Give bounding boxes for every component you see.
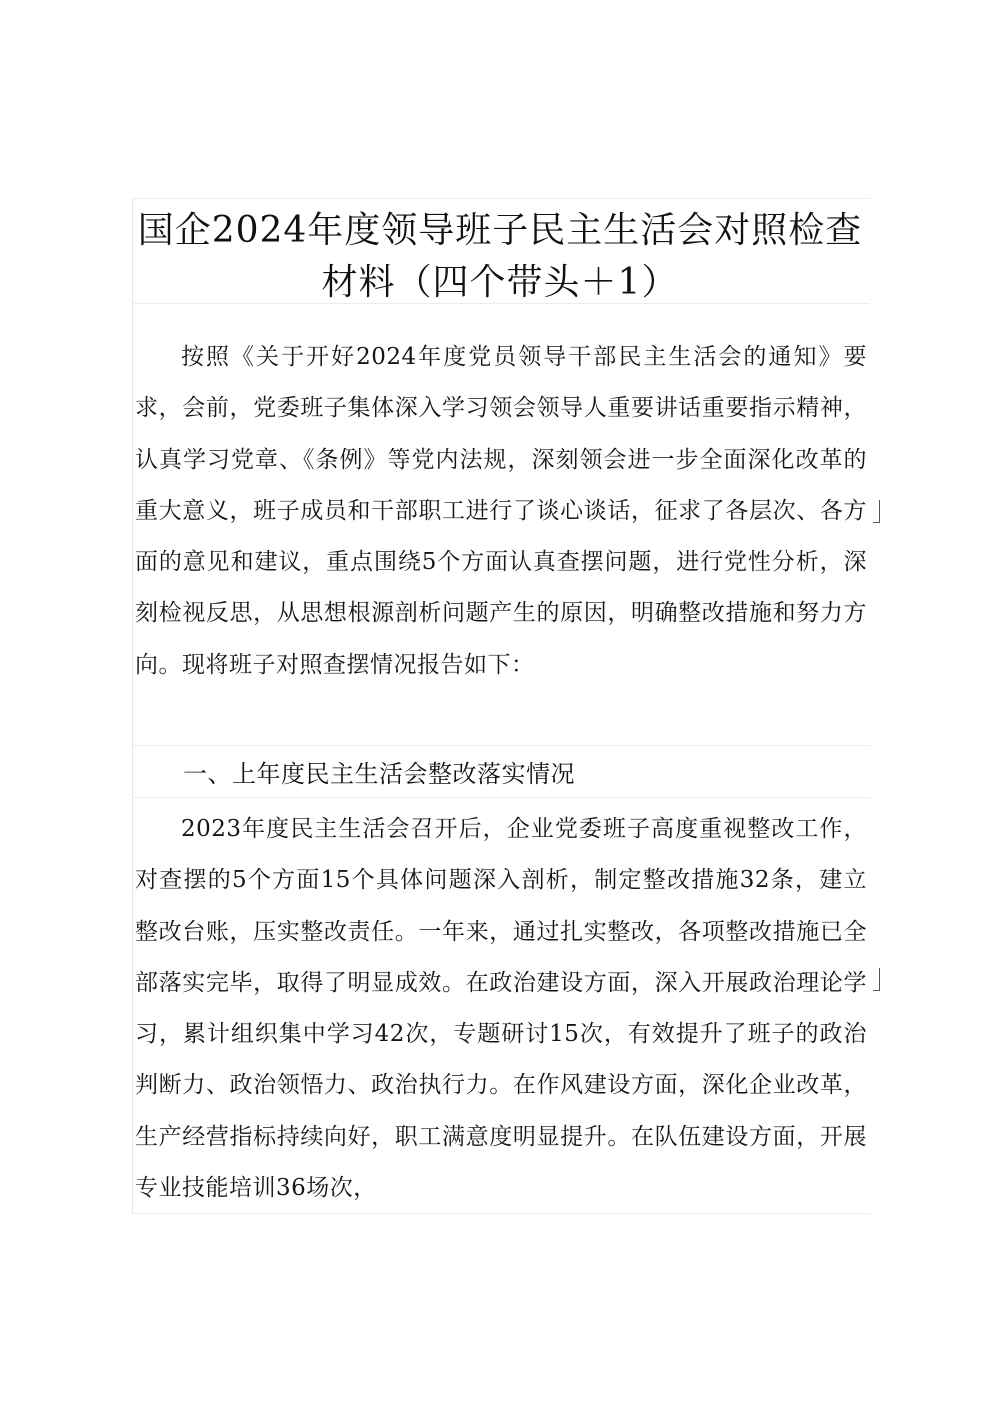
guide-line bbox=[132, 745, 870, 746]
margin-guide-line bbox=[132, 198, 133, 1214]
intro-paragraph: 按照《关于开好2024年度党员领导干部民主生活会的通知》要求，会前，党委班子集体深入学习领会领导人重要讲话重要指示精神，认真学习党章、《条例》等党内法规，深刻领会进一步全面深化改革的重大意义，班子成员和干部职工进行了谈心谈话，征求了各层次、各方面的意见和建议，重点围绕5个方面认真查摆问题，进行党性分析，深刻检视反思，从思想根源剖析问题产生的原因，明确整改措施和努力方向。现将班子对照查摆情况报告如下： bbox=[135, 344, 867, 678]
rectification-paragraph: 2023年度民主生活会召开后，企业党委班子高度重视整改工作，对查摆的5个方面15个具体问题深入剖析，制定整改措施32条，建立整改台账，压实整改责任。一年来，通过扎实整改，各项整改措施已全部落实完毕，取得了明显成效。在政治建设方面，深入开展政治理论学习，累计组织集中学习42次，专题研讨15次，有效提升了班子的政治判断力、政治领悟力、政治执行力。在作风建设方面，深化企业改革，生产经营指标持续向好，职工满意度明显提升。在队伍建设方面，开展专业技能培训36场次， bbox=[135, 816, 867, 1202]
section-heading: 一、上年度民主生活会整改落实情况 bbox=[183, 760, 575, 788]
line-break-mark bbox=[873, 500, 880, 523]
document-title: 国企2024年度领导班子民主生活会对照检查材料（四个带头＋1） bbox=[137, 210, 863, 303]
guide-line bbox=[132, 198, 870, 199]
line-break-mark bbox=[873, 968, 880, 991]
